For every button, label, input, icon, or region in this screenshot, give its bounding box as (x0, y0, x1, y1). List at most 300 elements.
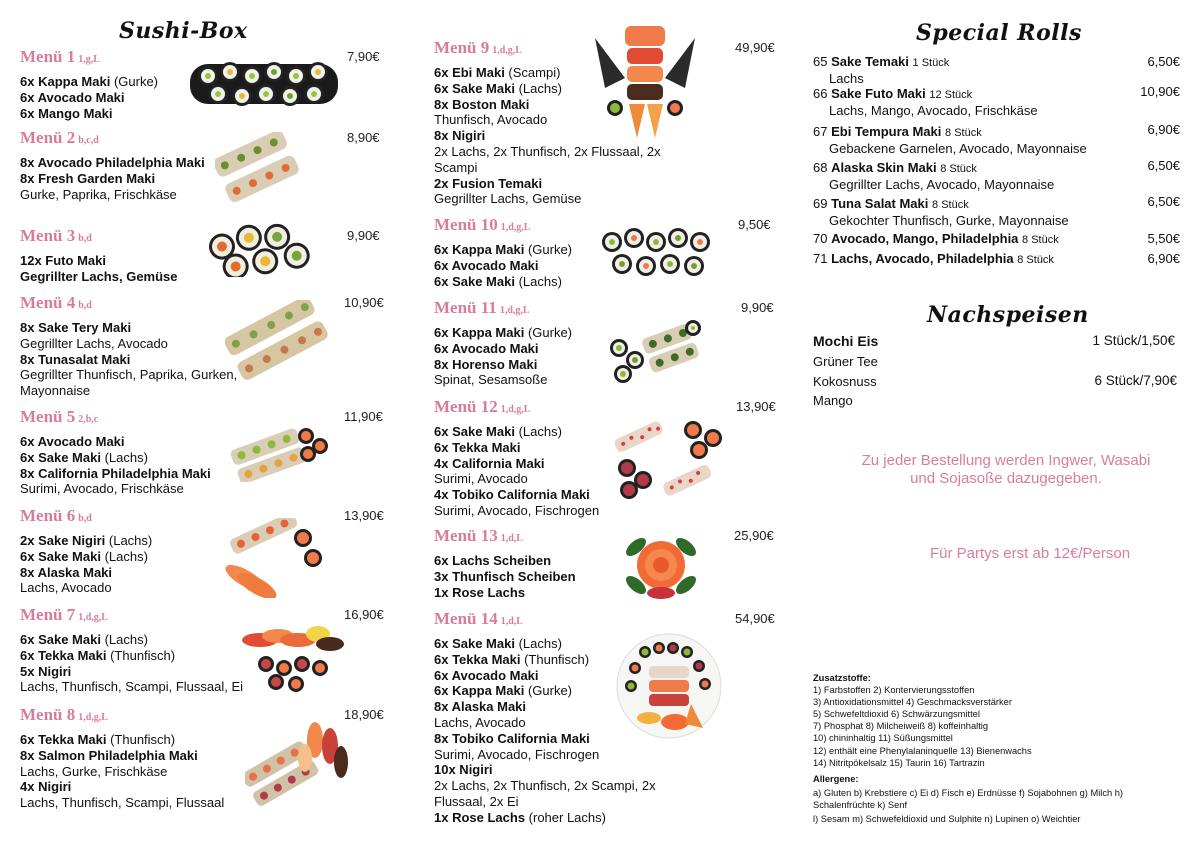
item-detail: (Gurke) (524, 325, 572, 340)
roll-number: 71 (813, 251, 828, 266)
menu-item-line (20, 171, 205, 187)
item-name: 1x Rose Lachs (434, 584, 526, 600)
menu-block-3 (20, 226, 178, 285)
additive-line: 10) chininhaltig 11) Süßungsmittel (813, 733, 953, 744)
item-name: 8x Nigiri (434, 128, 486, 144)
menu-price: 13,90€ (344, 508, 384, 523)
special-roll-71 (813, 251, 1190, 268)
item-detail: (Scampi) (504, 65, 561, 80)
dessert-flavor-mango: Mango (813, 393, 853, 408)
roll-name: Sake Futo Maki (831, 86, 926, 101)
item-name: 8x Sake Tery Maki (20, 320, 132, 335)
item-detail: 2x Lachs, 2x Thunfisch, 2x Scampi, 2x (434, 778, 656, 794)
roll-price: 10,90€ (1140, 84, 1180, 99)
allergen-codes: b,d (78, 233, 92, 244)
item-name: 6x Avocado Maki (434, 257, 539, 273)
roll-description: Gegrillter Lachs, Avocado, Mayonnaise (829, 177, 1055, 192)
roll-price: 5,50€ (1147, 231, 1180, 246)
item-name: 6x Kappa Maki (434, 242, 525, 257)
special-roll-title (813, 160, 1190, 177)
item-name: 6x Sake Maki (434, 273, 515, 289)
special-roll-67 (813, 124, 1190, 157)
roll-name: Sake Temaki (831, 54, 909, 69)
menu-block-13 (434, 526, 576, 600)
item-name: 3x Thunfisch Scheiben (434, 568, 576, 584)
order-note: Zu jeder Bestellung werden Ingwer, Wasabi und Sojasoße dazugegeben. (861, 452, 1151, 487)
menu-item-line (434, 176, 661, 192)
item-name: 6x Lachs Scheiben (434, 553, 552, 568)
item-name: 4x California Maki (434, 455, 545, 471)
menu-heading (20, 506, 152, 529)
menu-price: 9,90€ (741, 300, 774, 315)
item-detail: Surimi, Avocado (434, 471, 528, 487)
roll-description: Gebackene Garnelen, Avocado, Mayonnaise (829, 141, 1087, 156)
menu-price: 54,90€ (735, 611, 775, 626)
menu-item-line (20, 481, 211, 497)
item-name: 6x Sake Maki (20, 548, 101, 564)
roll-name: Avocado, Mango, Philadelphia (831, 231, 1019, 246)
special-roll-70 (813, 231, 1190, 248)
menu-name: Menü 5 (20, 407, 76, 426)
menu-heading (20, 226, 178, 249)
special-roll-title (813, 196, 1190, 213)
menu-contents (434, 553, 576, 600)
special-roll-69 (813, 196, 1190, 229)
item-detail: Lachs, Gurke, Frischkäse (20, 763, 168, 779)
allergen-codes: b,d (78, 513, 92, 524)
menu-item-line (434, 144, 661, 160)
menu-item-line (434, 585, 576, 601)
menu-price: 9,50€ (738, 217, 771, 232)
allergens-heading-label: Allergene: (813, 774, 859, 784)
item-name: 6x Avocado Maki (434, 667, 539, 683)
menu-item-line (20, 155, 205, 171)
sushi-photo-menu-5 (228, 422, 328, 482)
roll-number: 68 (813, 160, 828, 175)
item-name: 6x Sake Maki (20, 449, 101, 465)
menu-heading (20, 293, 237, 316)
roll-description: Lachs, Mango, Avocado, Frischkäse (829, 103, 1038, 118)
menu-item-line (20, 352, 237, 368)
item-detail: Surimi, Avocado, Fischrogen (434, 502, 600, 518)
menu-price: 7,90€ (347, 49, 380, 64)
menu-item-line (434, 747, 656, 763)
sushi-photo-menu-12 (615, 418, 730, 500)
menu-block-5 (20, 407, 211, 497)
item-detail: (Thunfisch) (106, 647, 176, 663)
menu-heading (434, 609, 656, 632)
item-name: 8x California Philadelphia Maki (20, 465, 211, 481)
item-name: 6x Sake Maki (20, 632, 101, 647)
menu-contents (20, 320, 237, 399)
special-roll-68 (813, 160, 1190, 193)
allergen-codes: 1,g,L (78, 54, 100, 65)
menu-item-line (20, 748, 224, 764)
menu-contents (20, 434, 211, 497)
sushi-photo-menu-7 (240, 622, 348, 694)
roll-quantity: 8 Stück (945, 127, 982, 139)
menu-price: 10,90€ (344, 295, 384, 310)
item-detail: (Lachs) (514, 424, 562, 439)
menu-item-line (434, 794, 656, 810)
item-name: 6x Mango Maki (20, 105, 113, 121)
item-name: 10x Nigiri (434, 762, 493, 778)
item-name: 8x Salmon Philadelphia Maki (20, 747, 198, 763)
allergen-codes: b,c,d (78, 135, 99, 146)
item-name: 6x Kappa Maki (434, 683, 525, 699)
roll-quantity: 8 Stück (1022, 234, 1059, 246)
menu-item-line (20, 90, 158, 106)
item-name: 4x Nigiri (20, 779, 72, 795)
item-detail: (Lachs) (100, 548, 148, 564)
menu-contents (434, 242, 572, 289)
additive-line: 1) Farbstoffen 2) Kontervierungsstoffen (813, 685, 975, 695)
item-detail: (Lachs) (100, 449, 148, 465)
item-name: 8x Avocado Philadelphia Maki (20, 155, 205, 170)
menu-contents (20, 155, 205, 202)
roll-name: Ebi Tempura Maki (831, 124, 942, 139)
item-name: 6x Sake Maki (434, 424, 515, 439)
additive-line: 12) enthält eine Phenylalaninquelle 13) Bienenwachs (813, 745, 1032, 756)
item-name: 4x Tobiko California Maki (434, 487, 590, 503)
sushi-photo-menu-6 (215, 518, 325, 598)
menu-heading (434, 215, 572, 238)
roll-quantity: 8 Stück (940, 163, 977, 175)
item-name: 8x Alaska Maki (20, 564, 113, 580)
menu-name: Menü 8 (20, 705, 76, 724)
item-name: 12x Futo Maki (20, 253, 106, 268)
item-detail: Surimi, Avocado, Frischkäse (20, 481, 184, 497)
roll-number: 65 (813, 54, 828, 69)
menu-heading (434, 397, 599, 420)
item-name: 6x Tekka Maki (20, 732, 107, 747)
special-roll-title (813, 54, 1190, 71)
roll-price: 6,50€ (1147, 158, 1180, 173)
roll-quantity: 8 Stück (932, 199, 969, 211)
menu-item-line (20, 383, 237, 399)
menu-item-line (434, 325, 572, 341)
item-name: 6x Tekka Maki (434, 439, 521, 455)
additive-line: 3) Antioxidationsmittel 4) Geschmacksverstärker (813, 697, 1012, 708)
menu-block-1 (20, 47, 158, 121)
allergen-codes: 1,d,g,L (78, 712, 108, 723)
menu-price: 8,90€ (347, 130, 380, 145)
item-detail: Spinat, Sesamsoße (434, 372, 548, 388)
menu-item-line (20, 187, 205, 203)
menu-item-line (20, 269, 178, 285)
allergen-line: l) Sesam m) Schwefeldioxid und Sulphite n) Lupinen o) Weichtier (813, 814, 1081, 824)
party-note: Für Partys erst ab 12€/Person (929, 545, 1131, 562)
sushi-photo-menu-11 (605, 318, 705, 388)
menu-item-line (434, 440, 599, 456)
allergen-codes: 1,d,g,L (499, 305, 530, 316)
menu-item-line (20, 632, 243, 648)
roll-name: Tuna Salat Maki (831, 196, 929, 211)
item-detail: Mayonnaise (20, 383, 91, 399)
item-name: 8x Tunasalat Maki (20, 351, 131, 367)
menu-item-line (434, 424, 599, 440)
menu-contents (20, 253, 178, 285)
special-roll-title (813, 251, 1190, 268)
item-name: 6x Tekka Maki (20, 647, 107, 663)
menu-price: 25,90€ (734, 528, 774, 543)
menu-heading (20, 47, 158, 70)
item-detail: Gegrillter Lachs, Gemüse (434, 191, 582, 207)
menu-item-line (434, 357, 572, 373)
item-detail: Lachs, Thunfisch, Scampi, Flussaal, Ei (20, 679, 244, 695)
menu-item-line (434, 487, 599, 503)
menu-price: 16,90€ (344, 607, 384, 622)
menu-block-6 (20, 506, 152, 596)
menu-item-line (434, 274, 572, 290)
allergen-line: Schalenfrüchte k) Senf (813, 800, 908, 810)
menu-contents (434, 424, 599, 519)
menu-block-11 (434, 298, 572, 388)
item-detail: Surimi, Avocado, Fischrogen (434, 746, 600, 762)
allergen-codes: 1,d,L (500, 533, 523, 544)
menu-contents (20, 632, 243, 695)
menu-item-line (434, 569, 576, 585)
item-detail: Lachs, Thunfisch, Scampi, Flussaal (20, 795, 225, 811)
roll-number: 69 (813, 196, 828, 211)
allergens-heading (813, 773, 1193, 785)
menu-heading (434, 298, 572, 321)
item-detail: (Lachs) (514, 273, 562, 289)
menu-item-line (434, 456, 599, 472)
item-name: 6x Avocado Maki (20, 89, 125, 105)
allergen-line: a) Gluten b) Krebstiere c) Ei d) Fisch e) Erdnüsse f) Sojabohnen g) Milch h) (813, 788, 1124, 798)
additive-line: 14) Nitritpökelsalz 15) Taurin 16) Tartrazin (813, 757, 985, 768)
menu-item-line (20, 779, 224, 795)
item-detail: (Lachs) (514, 636, 562, 651)
item-name: 2x Sake Nigiri (20, 533, 106, 548)
sushi-photo-menu-2 (215, 132, 300, 204)
roll-price: 6,90€ (1147, 122, 1180, 137)
desserts-title: Nachspeisen (927, 302, 1089, 328)
menu-heading (434, 526, 576, 549)
roll-description: Lachs (829, 71, 864, 86)
menu-item-line (20, 466, 211, 482)
menu-name: Menü 10 (434, 215, 498, 234)
menu-heading (20, 605, 243, 628)
menu-item-line (20, 434, 211, 450)
sushi-photo-menu-3 (205, 222, 315, 277)
item-name: 6x Kappa Maki (20, 74, 111, 89)
menu-item-line (434, 553, 576, 569)
menu-block-7 (20, 605, 243, 695)
menu-item-line (20, 648, 243, 664)
allergen-codes: b,d (78, 300, 92, 311)
allergen-codes: 1,d,g,L (492, 45, 522, 56)
item-name: 6x Avocado Maki (434, 340, 539, 356)
menu-block-8 (20, 705, 224, 811)
item-detail: (Lachs) (100, 632, 148, 647)
item-detail: (Lachs) (105, 533, 153, 548)
menu-item-line (20, 74, 158, 90)
menu-heading (20, 128, 205, 151)
roll-price: 6,50€ (1147, 194, 1180, 209)
item-name: 8x Fresh Garden Maki (20, 170, 156, 186)
roll-price: 6,50€ (1147, 54, 1180, 69)
item-detail: Lachs, Avocado (20, 580, 112, 596)
item-detail: (Thunfisch) (106, 732, 176, 747)
special-roll-66 (813, 86, 1190, 119)
menu-item-line (20, 450, 211, 466)
menu-name: Menü 4 (20, 293, 76, 312)
menu-item-line (20, 679, 243, 695)
item-detail: Gegrillter Lachs, Avocado (20, 335, 168, 351)
item-detail: (Gurke) (110, 74, 158, 89)
menu-block-10 (434, 215, 572, 289)
item-name: 1x Rose Lachs (434, 809, 526, 825)
menu-item-line (434, 242, 572, 258)
menu-name: Menü 6 (20, 506, 76, 525)
allergen-codes: 1,d,g,L (500, 404, 531, 415)
item-detail: Scampi (434, 159, 478, 175)
menu-heading (20, 407, 211, 430)
menu-item-line (20, 549, 152, 565)
roll-price: 6,90€ (1147, 251, 1180, 266)
item-name: 8x Boston Maki (434, 96, 530, 112)
additives-heading (813, 672, 1193, 684)
menu-block-12 (434, 397, 599, 519)
menu-item-line (20, 732, 224, 748)
menu-name: Menü 3 (20, 226, 76, 245)
menu-item-line (434, 160, 661, 176)
menu-item-line (20, 106, 158, 122)
menu-item-line (434, 258, 572, 274)
allergen-codes: 1,d,L (500, 616, 523, 627)
menu-contents (20, 74, 158, 121)
special-roll-65 (813, 54, 1190, 87)
sushi-photo-menu-13 (622, 527, 700, 603)
menu-item-line (434, 471, 599, 487)
additive-line: 7) Phosphat 8) Milcheiweiß 8) koffeinhaltig (813, 721, 989, 732)
menu-block-4 (20, 293, 237, 399)
roll-quantity: 12 Stück (929, 89, 973, 101)
roll-name: Alaska Skin Maki (831, 160, 937, 175)
item-detail: Lachs, Avocado (434, 714, 526, 730)
roll-quantity: 8 Stück (1017, 254, 1054, 266)
item-name: 6x Ebi Maki (434, 65, 505, 80)
item-name: Gegrillter Lachs, Gemüse (20, 268, 178, 284)
item-detail: Gurke, Paprika, Frischkäse (20, 186, 177, 202)
menu-price: 18,90€ (344, 707, 384, 722)
item-detail: (Gurke) (524, 683, 572, 699)
item-name: 5x Nigiri (20, 663, 72, 679)
item-detail: (roher Lachs) (525, 809, 606, 825)
special-rolls-title: Special Rolls (916, 20, 1082, 46)
menu-name: Menü 11 (434, 298, 497, 317)
menu-item-line (20, 367, 237, 383)
roll-name: Lachs, Avocado, Philadelphia (831, 251, 1014, 266)
dessert-name: Mochi Eis (813, 333, 879, 349)
item-name: 6x Sake Maki (434, 636, 515, 651)
menu-item-line (20, 336, 237, 352)
sushi-photo-menu-9 (585, 18, 705, 140)
item-name: 2x Fusion Temaki (434, 175, 543, 191)
sushi-photo-menu-1 (190, 58, 340, 110)
item-detail: (Thunfisch) (520, 651, 590, 667)
menu-item-line (434, 191, 661, 207)
item-detail: Gegrillter Thunfisch, Paprika, Gurken, (20, 367, 238, 383)
item-name: 6x Kappa Maki (434, 325, 525, 340)
menu-block-2 (20, 128, 205, 202)
roll-number: 70 (813, 231, 828, 246)
dessert-price-single: 1 Stück/1,50€ (1092, 333, 1175, 348)
menu-item-line (434, 372, 572, 388)
menu-name: Menü 9 (434, 38, 490, 57)
menu-name: Menü 7 (20, 605, 76, 624)
item-detail: Thunfisch, Avocado (434, 112, 548, 128)
additives-heading-label: Zusatzstoffe: (813, 673, 871, 683)
item-name: 6x Avocado Maki (20, 434, 125, 449)
menu-item-line (434, 341, 572, 357)
item-name: 6x Tekka Maki (434, 651, 521, 667)
menu-item-line (434, 762, 656, 778)
roll-quantity: 1 Stück (912, 57, 950, 69)
menu-price: 13,90€ (736, 399, 776, 414)
menu-contents (20, 732, 224, 811)
sushi-box-title: Sushi-Box (119, 18, 248, 44)
menu-item-line (20, 533, 152, 549)
allergen-codes: 1,d,g,L (78, 612, 108, 623)
item-detail: 2x Lachs, 2x Thunfisch, 2x Flussaal, 2x (434, 143, 661, 159)
menu-item-line (20, 253, 178, 269)
menu-item-line (20, 795, 224, 811)
roll-number: 67 (813, 124, 828, 139)
sushi-photo-menu-8 (245, 722, 350, 810)
roll-description: Gekochter Thunfisch, Gurke, Mayonnaise (829, 213, 1069, 228)
menu-name: Menü 2 (20, 128, 76, 147)
item-detail: (Lachs) (514, 80, 562, 96)
item-name: 8x Horenso Maki (434, 356, 538, 372)
menu-item-line (20, 580, 152, 596)
menu-name: Menü 13 (434, 526, 498, 545)
menu-name: Menü 1 (20, 47, 76, 66)
allergen-codes: 2,b,c (78, 414, 99, 425)
sushi-photo-menu-10 (598, 226, 713, 281)
allergen-codes: 1,d,g,L (500, 222, 531, 233)
special-roll-title (813, 124, 1190, 141)
menu-item-line (20, 320, 237, 336)
menu-price: 49,90€ (735, 40, 775, 55)
menu-item-line (20, 764, 224, 780)
menu-contents (434, 325, 572, 388)
special-roll-title (813, 231, 1190, 248)
menu-heading (20, 705, 224, 728)
menu-item-line (434, 810, 656, 826)
dessert-flavor-coconut: Kokosnuss (813, 374, 877, 389)
roll-number: 66 (813, 86, 828, 101)
menu-price: 9,90€ (347, 228, 380, 243)
item-detail: (Gurke) (524, 242, 572, 257)
item-detail: Flussaal, 2x Ei (434, 793, 519, 809)
menu-name: Menü 14 (434, 609, 498, 628)
item-name: 8x Alaska Maki (434, 699, 527, 715)
sushi-photo-menu-4 (225, 300, 330, 380)
dessert-price-six: 6 Stück/7,90€ (1094, 373, 1177, 388)
menu-item-line (20, 664, 243, 680)
menu-item-line (20, 565, 152, 581)
menu-contents (20, 533, 152, 596)
dessert-flavor-green-tea: Grüner Tee (813, 354, 878, 369)
item-name: 8x Tobiko California Maki (434, 730, 590, 746)
special-roll-title (813, 86, 1190, 103)
item-name: 6x Sake Maki (434, 80, 515, 96)
sushi-photo-menu-14 (615, 632, 723, 740)
additive-line: 5) Schwefeltdioxid 6) Schwärzungsmittel (813, 709, 980, 720)
